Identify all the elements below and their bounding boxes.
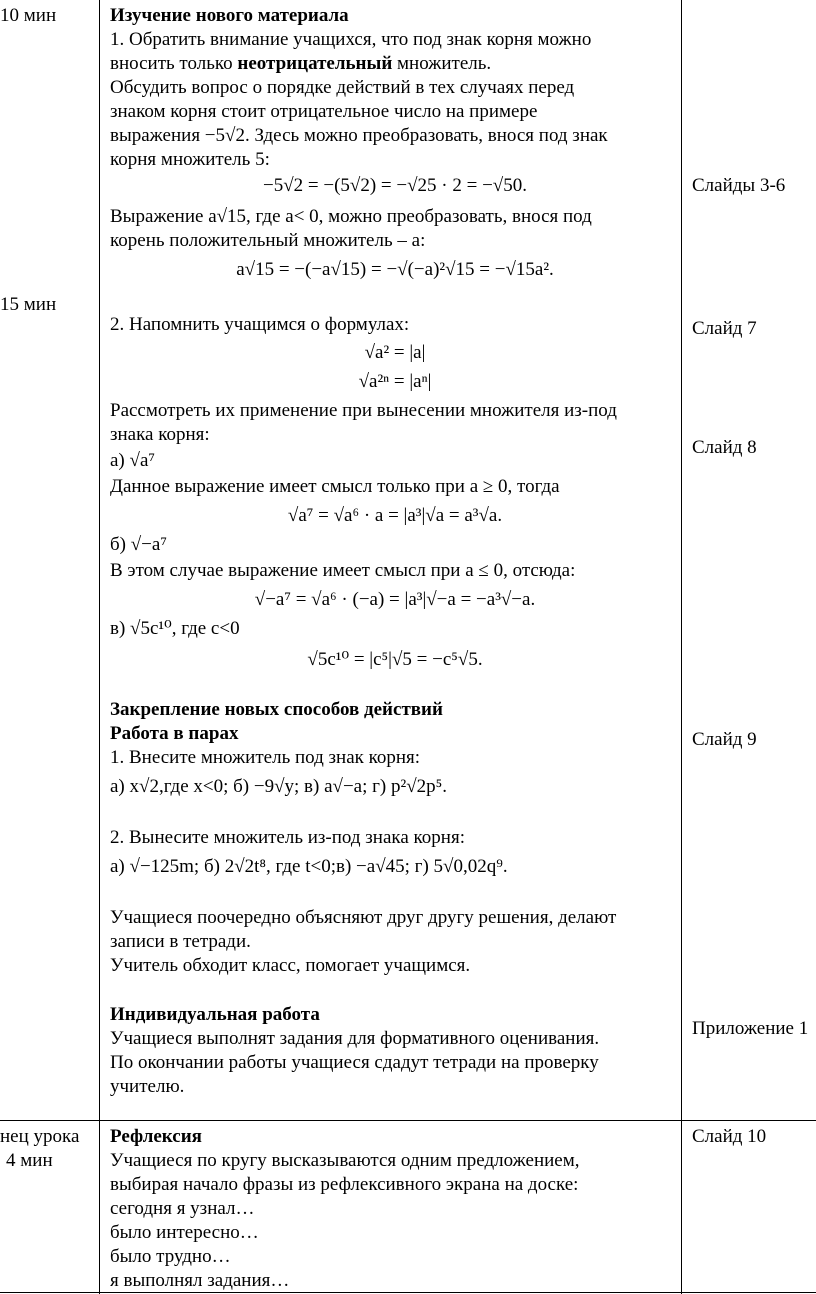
text-line: Учащиеся выполнят задания для формативного оценивания.	[110, 1028, 600, 1049]
formula: √5c¹⁰ = |c⁵|√5 = −c⁵√5.	[307, 649, 483, 670]
text-line: Учащиеся поочередно объясняют друг другу решения, делают	[110, 907, 617, 928]
text-line: 1. Внесите множитель под знак корня:	[110, 747, 421, 768]
text-line: Обсудить вопрос о порядке действий в тех случаях перед	[110, 77, 575, 98]
text-line: 1. Обратить внимание учащихся, что под знак корня можно	[110, 29, 592, 50]
text-line: учителю.	[110, 1076, 185, 1097]
resource-slide-8: Слайд 8	[692, 437, 757, 458]
text-line: знака корня:	[110, 424, 210, 445]
section-heading-pair-work: Работа в парах	[110, 723, 239, 744]
text-line: б) √−a⁷	[110, 534, 167, 555]
text-line: По окончании работы учащиеся сдадут тетради на проверку	[110, 1052, 599, 1073]
formula: √a⁷ = √a⁶ · a = |a³|√a = a³√a.	[287, 505, 503, 526]
text-line: корень положительный множитель – a:	[110, 230, 426, 251]
section-heading-reflection: Рефлексия	[110, 1126, 202, 1147]
text-line: 2. Напомнить учащимся о формулах:	[110, 314, 410, 335]
text-line: 2. Вынесите множитель из-под знака корня:	[110, 827, 465, 848]
section-heading-consolidation: Закрепление новых способов действий	[110, 699, 443, 720]
text-line: В этом случае выражение имеет смысл при a ≤ 0, отсюда:	[110, 560, 576, 581]
resource-slide-7: Слайд 7	[692, 318, 757, 339]
resource-slides-3-6: Слайды 3-6	[692, 175, 786, 196]
text-line: выбирая начало фразы из рефлексивного экрана на доске:	[110, 1174, 579, 1195]
table-border-col1	[99, 0, 100, 1294]
formula: a√15 = −(−a√15) = −√(−a)²√15 = −√15a².	[236, 259, 554, 280]
text-line: знаком корня стоит отрицательное число на примере	[110, 101, 538, 122]
text-line	[110, 52, 491, 76]
text-line: выражения −5√2. Здесь можно преобразовать, внося под знак	[110, 125, 608, 146]
text-line: Данное выражение имеет смысл только при a ≥ 0, тогда	[110, 476, 560, 497]
formula: −5√2 = −(5√2) = −√25 · 2 = −√50.	[263, 175, 527, 196]
resource-appendix-1: Приложение 1	[692, 1018, 809, 1039]
text-line: я выполнял задания…	[110, 1270, 290, 1291]
text-line: Учитель обходит класс, помогает учащимся.	[110, 955, 471, 976]
time-15-min: 15 мин	[0, 294, 57, 315]
bold-term: неотрицательный	[237, 53, 393, 74]
section-heading-new-material: Изучение нового материала	[110, 5, 349, 26]
text-line: в) √5c¹⁰, где c<0	[110, 618, 240, 639]
resource-slide-10: Слайд 10	[692, 1126, 767, 1147]
time-10-min: 10 мин	[0, 5, 57, 26]
text-fragment: множитель.	[397, 53, 492, 74]
text-line: а) √−125m; б) 2√2t⁸, где t<0;в) −a√45; г) 5√0,02q⁹.	[110, 856, 508, 877]
table-row-divider	[0, 1120, 816, 1121]
text-line: а) √a⁷	[110, 450, 155, 471]
table-border-col2	[681, 0, 682, 1294]
resource-slide-9: Слайд 9	[692, 729, 757, 750]
formula: √−a⁷ = √a⁶ · (−a) = |a³|√−a = −a³√−a.	[254, 589, 536, 610]
text-line: Учащиеся по кругу высказываются одним предложением,	[110, 1150, 580, 1171]
formula: √a²ⁿ = |aⁿ|	[358, 371, 432, 392]
text-line: Рассмотреть их применение при вынесении множителя из-под	[110, 400, 617, 421]
text-line: сегодня я узнал…	[110, 1198, 255, 1219]
text-fragment: вносить только	[110, 53, 233, 74]
time-end-of-lesson: нец урока	[0, 1126, 80, 1147]
text-line: записи в тетради.	[110, 931, 251, 952]
section-heading-individual-work: Индивидуальная работа	[110, 1004, 320, 1025]
text-line: было трудно…	[110, 1246, 231, 1267]
formula: √a² = |a|	[364, 342, 426, 363]
text-line: корня множитель 5:	[110, 149, 270, 170]
text-line: а) x√2,где x<0; б) −9√y; в) a√−a; г) p²√2p⁵.	[110, 776, 447, 797]
text-line: Выражение a√15, где a< 0, можно преобразовать, внося под	[110, 206, 592, 227]
text-line: было интересно…	[110, 1222, 259, 1243]
time-4-min: 4 мин	[6, 1150, 53, 1171]
